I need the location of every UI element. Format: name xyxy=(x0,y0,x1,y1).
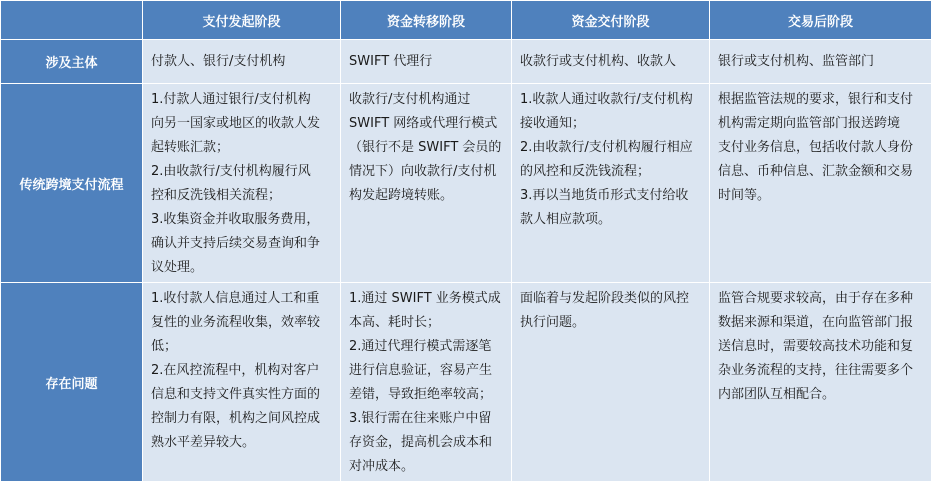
cell-line: 确认并支持后续交易查询和争 xyxy=(151,236,321,251)
table-cell xyxy=(512,40,710,84)
cell-line: 本高、耗时长； xyxy=(349,315,441,330)
cell-line: 3.再以当地货币形式支付给收 xyxy=(520,188,689,203)
cell-line: 信息、币种信息、汇款金额和交易 xyxy=(718,164,914,179)
table-cell xyxy=(341,40,512,84)
corner-cell xyxy=(1,1,143,40)
column-header-initiation: 支付发起阶段 xyxy=(143,1,341,40)
cell-line: 对冲成本。 xyxy=(349,459,415,474)
cell-line: 1.收款人通过收款行/支付机构 xyxy=(520,92,693,107)
cell-line: 1.付款人通过银行/支付机构 xyxy=(151,92,311,107)
cell-line: 1.通过 SWIFT 业务模式成 xyxy=(349,291,501,306)
cell-line: 付款人、银行/支付机构 xyxy=(151,53,286,69)
cell-line: 数据来源和渠道，在向监管部门报 xyxy=(718,315,914,330)
table-cell xyxy=(143,40,341,84)
table-cell xyxy=(710,84,932,283)
cell-line: 1.收付款人信息通过人工和重 xyxy=(151,291,320,306)
cell-line: 起转账汇款； xyxy=(151,140,230,155)
cell-line: 2.在风控流程中，机构对客户 xyxy=(151,363,320,378)
table-cell xyxy=(512,283,710,482)
cell-line: 低； xyxy=(151,339,178,354)
cell-line: 接收通知； xyxy=(520,116,586,131)
cell-line: 差错，导致拒绝率较高； xyxy=(349,387,493,402)
cell-line: 情况下）向收款行/支付机 xyxy=(349,164,497,179)
table-cell xyxy=(341,283,512,482)
cell-line: 支付业务信息，包括收付款人身份 xyxy=(718,140,914,155)
cell-line: 2.通过代理行模式需逐笔 xyxy=(349,339,492,354)
cell-line: 信息和支持文件真实性方面的 xyxy=(151,387,321,402)
cell-line: 2.由收款行/支付机构履行风 xyxy=(151,164,311,179)
table-cell xyxy=(341,84,512,283)
cell-line: 执行问题。 xyxy=(520,315,586,330)
cell-line: 送信息时，需要较高技术功能和复 xyxy=(718,339,914,354)
cell-line: 款人相应款项。 xyxy=(520,212,612,227)
column-header-delivery: 资金交付阶段 xyxy=(512,1,710,40)
cell-line: 构发起跨境转账。 xyxy=(349,188,454,203)
cell-line: 进行信息验证，容易产生 xyxy=(349,363,493,378)
cell-line: 存资金，提高机会成本和 xyxy=(349,435,493,450)
cell-line: 银行或支付机构、监管部门 xyxy=(718,53,875,69)
cell-line: 控和反洗钱相关流程； xyxy=(151,188,282,203)
column-header-transfer: 资金转移阶段 xyxy=(341,1,512,40)
table-cell xyxy=(143,283,341,482)
cell-line: 向另一国家或地区的收款人发 xyxy=(151,116,321,131)
table-cell xyxy=(710,283,932,482)
cell-line: 的风控和反洗钱流程； xyxy=(520,164,651,179)
row-header-problems: 存在问题 xyxy=(1,283,143,482)
cell-line: 面临着与发起阶段类似的风控 xyxy=(520,291,690,306)
cell-line: 2.由收款行/支付机构履行相应 xyxy=(520,140,693,155)
cell-line: 熟水平差异较大。 xyxy=(151,435,256,450)
cell-line: 根据监管法规的要求，银行和支付 xyxy=(718,92,914,107)
cell-line: 内部团队互相配合。 xyxy=(718,387,836,402)
table-cell xyxy=(512,84,710,283)
cell-line: 3.收集资金并收取服务费用， xyxy=(151,212,320,227)
column-header-post-trade: 交易后阶段 xyxy=(710,1,932,40)
cell-line: SWIFT 网络或代理行模式 xyxy=(349,116,498,131)
cell-line: 时间等。 xyxy=(718,188,771,203)
cell-line: 监管合规要求较高，由于存在多种 xyxy=(718,291,914,306)
cell-line: 3.银行需在往来账户中留 xyxy=(349,411,492,426)
table-cell xyxy=(143,84,341,283)
header-row xyxy=(1,1,932,40)
row-header-participants: 涉及主体 xyxy=(1,40,143,84)
cell-line: 控制力有限，机构之间风控成 xyxy=(151,411,321,426)
cell-line: 收款行或支付机构、收款人 xyxy=(520,53,677,69)
row-participants xyxy=(1,40,932,84)
row-problems xyxy=(1,283,932,482)
cell-line: 议处理。 xyxy=(151,260,204,275)
row-traditional-flow xyxy=(1,84,932,283)
cell-line: 机构需定期向监管部门报送跨境 xyxy=(718,116,901,131)
cell-line: SWIFT 代理行 xyxy=(349,53,433,69)
cell-line: 复性的业务流程收集，效率较 xyxy=(151,315,321,330)
cell-line: 杂业务流程的支持，往往需要多个 xyxy=(718,363,914,378)
table-cell xyxy=(710,40,932,84)
cell-line: 收款行/支付机构通过 xyxy=(349,92,471,107)
row-header-traditional-flow: 传统跨境支付流程 xyxy=(1,84,143,283)
cell-line: （银行不是 SWIFT 会员的 xyxy=(349,140,502,155)
